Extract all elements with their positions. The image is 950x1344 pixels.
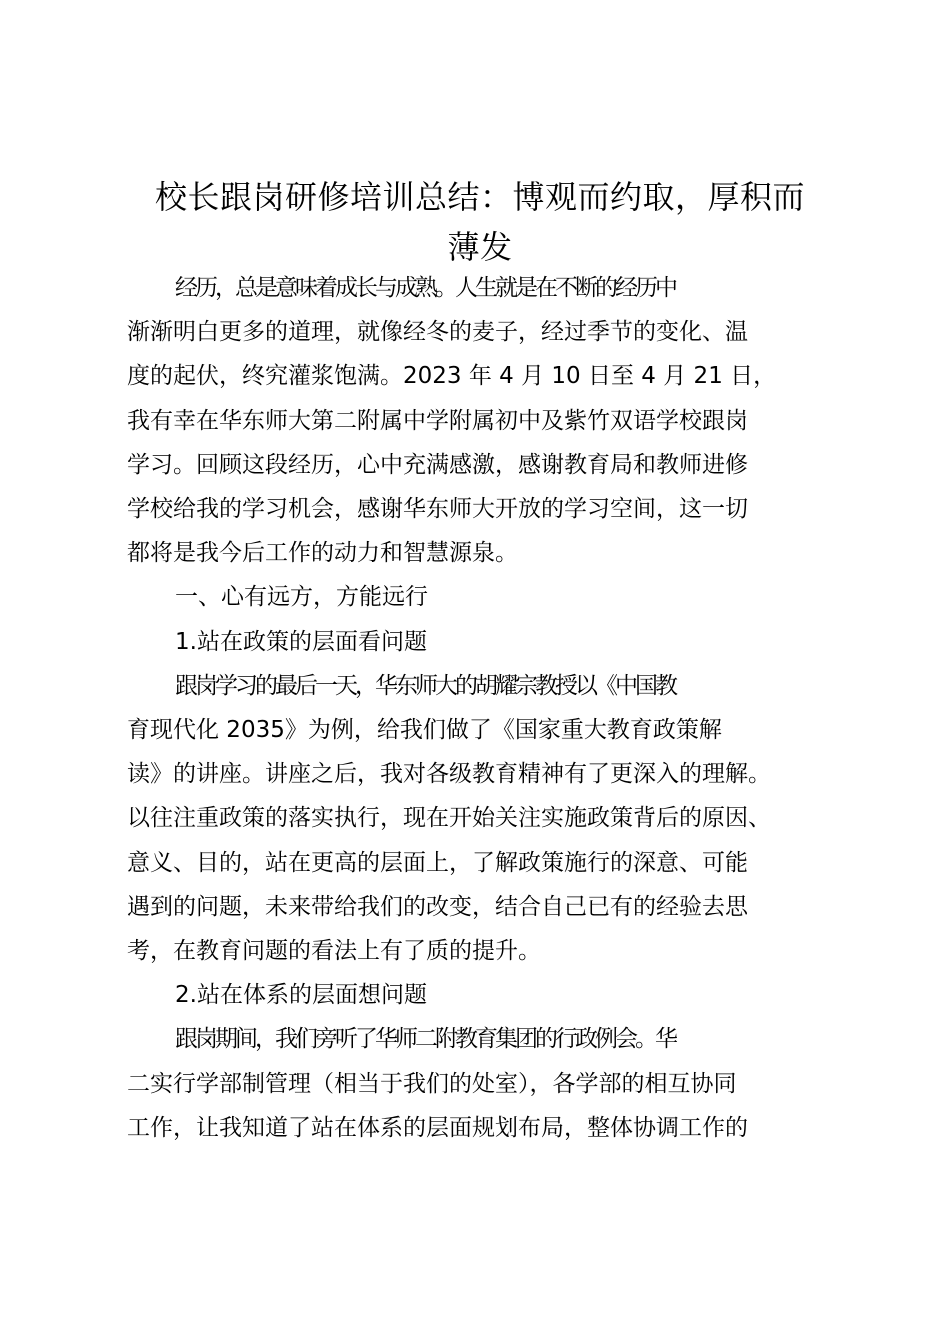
paragraph-line: 遇到的问题，未来带给我们的改变，结合自己已有的经验去思	[127, 893, 748, 920]
paragraph-line: 工作，让我知道了站在体系的层面规划布局，整体协调工作的	[127, 1114, 748, 1141]
title-line-1: 校长跟岗研修培训总结：博观而约取，厚积而	[154, 178, 805, 216]
paragraph-line: 二实行学部制管理（相当于我们的处室），各学部的相互协同	[127, 1070, 737, 1097]
document-page	[127, 172, 833, 1150]
paragraph-line: 考，在教育问题的看法上有了质的提升。	[127, 938, 541, 965]
paragraph-line: 跟岗期间，我们旁听了华师二附教育集团的行政例会。华	[175, 1026, 675, 1053]
paragraph-line: 以往注重政策的落实执行，现在开始关注实施政策背后的原因、	[127, 805, 771, 832]
paragraph-system	[127, 1017, 833, 1150]
section-heading-1: 一、心有远方，方能远行	[175, 584, 428, 611]
subsection-heading-2: 2.站在体系的层面想问题	[175, 982, 427, 1009]
paragraph-line: 都将是我今后工作的动力和智慧源泉。	[127, 540, 518, 567]
paragraph-intro	[127, 266, 833, 575]
paragraph-line: 学习。回顾这段经历，心中充满感激，感谢教育局和教师进修	[127, 451, 748, 478]
subsection-heading-1: 1.站在政策的层面看问题	[175, 628, 427, 655]
paragraph-line: 我有幸在华东师大第二附属中学附属初中及紫竹双语学校跟岗	[127, 407, 748, 434]
paragraph-line: 意义、目的，站在更高的层面上，了解政策施行的深意、可能	[127, 849, 748, 876]
document-body	[127, 266, 833, 1150]
paragraph-line: 经历，总是意味着成长与成熟。人生就是在不断的经历中	[175, 275, 675, 301]
paragraph-policy	[127, 664, 833, 973]
paragraph-line: 渐渐明白更多的道理，就像经冬的麦子，经过季节的变化、温	[127, 319, 748, 346]
document-title	[127, 172, 833, 272]
paragraph-line: 育现代化 2035》为例，给我们做了《国家重大教育政策解	[127, 717, 722, 744]
paragraph-line: 度的起伏，终究灌浆饱满。2023 年 4 月 10 日至 4 月 21 日，	[127, 363, 777, 390]
title-line-2: 薄发	[447, 228, 513, 266]
paragraph-line: 读》的讲座。讲座之后，我对各级教育精神有了更深入的理解。	[127, 761, 771, 788]
paragraph-line: 跟岗学习的最后一天，华东师大的胡耀宗教授以《中国教	[175, 672, 675, 699]
paragraph-line: 学校给我的学习机会，感谢华东师大开放的学习空间，这一切	[127, 496, 748, 523]
